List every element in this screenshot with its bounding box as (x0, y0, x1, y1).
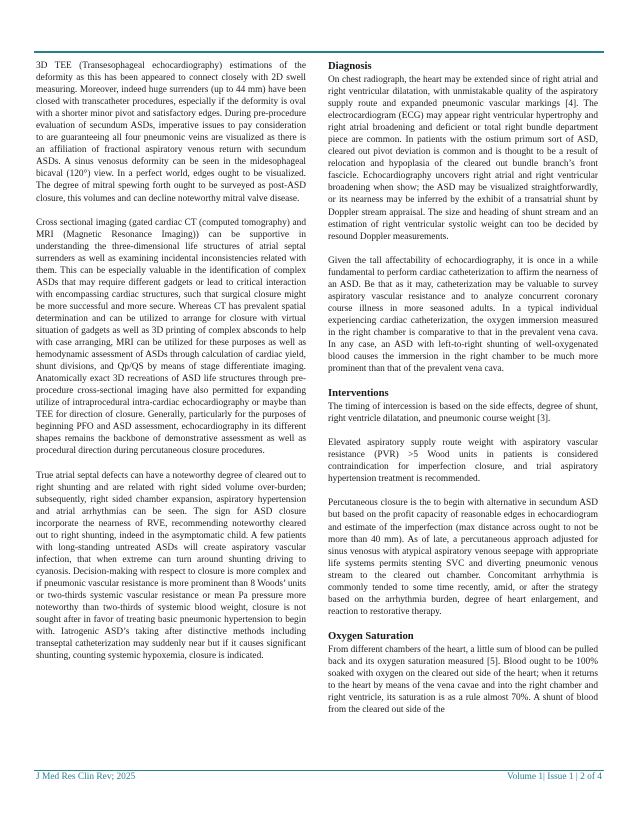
footer-issue: Volume 1| Issue 1 | 2 of 4 (507, 772, 602, 782)
body-paragraph: 3D TEE (Transesophageal echocardiography) estimations of the deformity as this has been appeared to connect closely with 2D swell measuring. Moreover, indeed huge surrenders (up to 44 mm) have been closed with transcatheter procedures, especially if the deformity is oval with a shorter minor pivot and satisfactory edges. During pre-procedure evaluation of secundum ASDs, imperative issues to pay consideration to are guaranteeing all four pneumonic veins are visualized as there is an affiliation of fractional aspiratory venous return with secundum ASDs. A sinus venosus deformity can be seen in the midesophageal bicaval (120°) view. In a perfect world, edges ought to be visualized. The degree of mitral spewing forth ought to be surveyed as post-ASD closure, this volumes and can decline noteworthy mitral valve disease. (36, 61, 306, 204)
section-heading-interventions: Interventions (328, 388, 389, 400)
body-paragraph: On chest radiograph, the heart may be extended since of right atrial and right ventricular dilatation, with unmistakable quality of the aspiratory supply route and expanded pneumonic vascular markings [4]. The electrocardiogram (ECG) may appear right ventricular hypertrophy and right atrial broadening and deficient or total right bundle department piece are common. In patients with the ostium primum sort of ASD, cleared out pivot deviation is common and is thought to be a result of relocation and hypoplasia of the cleared out bundle branch’s front fascicle. Echocardiography uncovers right atrial and right ventricular broadening when show; the ASD may be visualized straightforwardly, or its nearness may be inferred by the exhibit of a transatrial shunt by Doppler stream appraisal. The size and heading of shunt stream and an estimation of right ventricular systolic weight can too be decided by resound Doppler measurements. (328, 75, 598, 242)
body-paragraph: The timing of intercession is based on the side effects, degree of shunt, right ventricle dilatation, and pneumonic course weight [3]. (328, 402, 598, 425)
body-paragraph: Cross sectional imaging (gated cardiac CT (computed tomography) and MRI (Magnetic Resonance Imaging)) can be supportive in understanding the three-dimensional life structures of atrial septal surrenders as well as examining incidental inconsistencies related with them. This can be especially valuable in the identification of complex ASDs that may require different gadgets or lead to critical interaction with encompassing cardiac structures, such that surgical closure might be more successful and more secure. Whereas CT has prevalent spatial determination and can be utilized to arrange for closure with virtual situation of gadgets as well as 3D printing of complex absconds to help with case arranging, MRI can be utilized for these purposes as well as hemodynamic assessment of ASDs through calculation of cardiac yield, shunt divisions, and Qp/QS by means of stage differentiate imaging. Anatomically exact 3D recreations of ASD life structures through pre-procedure cross-sectional imaging have also permitted for expanding utilize of intraprocedural intra-cardiac echocardiography or maybe than TEE for direction of closure. Generally, particularly for the purposes of beginning PFO and ASD assessment, echocardiography in its different shapes remains the backbone of demonstrative assessment as well as procedural direction during percutaneous closure procedures. (36, 217, 306, 457)
right-column (328, 60, 598, 728)
body-paragraph: Elevated aspiratory supply route weight with aspiratory vascular resistance (PVR) >5 Wood units in patients is considered contraindication for imperfection closure, and trial aspiratory hypertension treatment is recommended. (328, 438, 598, 485)
body-paragraph: True atrial septal defects can have a noteworthy degree of cleared out to right shunting and are related with right sided volume over-burden; subsequently, right sided chamber expansion, aspiratory hypertension and atrial arrhythmias can be seen. The sign for ASD closure incorporate the nearness of RVE, recommending noteworthy cleared out to right shunting, indeed in the asymptomatic child. A few patients with long-standing untreated ASDs will create aspiratory vascular infection, that when extreme can turn around shunting driving to cyanosis. Decision-making with respect to closure is more complex and if pneumonic vascular resistance is more prominent than 8 Woods’ units or two-thirds systemic vascular resistance or mean Pa pressure more noteworthy than two-thirds of systemic blood weight, closure is not sought after in favor of treating basic pneumonic hypertension to begin with. Iatrogenic ASD’s taking after distinctive methods including transeptal catheterization may suddenly near but if it causes significant shunting, counting systemic hypoxemia, closure is indicated. (36, 470, 306, 662)
section-heading-oxygen-saturation: Oxygen Saturation (328, 630, 414, 642)
header-rule (34, 51, 604, 53)
body-paragraph: From different chambers of the heart, a little sum of blood can be pulled back and its oxygen saturation measured [5]. Blood ought to be 100% soaked with oxygen on the cleared out side of the heart; when it returns to the heart by means of the vena cavae and into the right chamber and right ventricle, its saturation is as a rule almost 70%. A shunt of blood from the cleared out side of the (328, 644, 598, 716)
footer-rule (34, 770, 604, 771)
section-heading-diagnosis: Diagnosis (328, 61, 372, 72)
body-paragraph: Given the tall affectability of echocardiography, it is once in a while fundamental to perform cardiac catheterization to affirm the nearness of an ASD. Be that as it may, catheterization may be valuable to survey aspiratory vascular resistance and to analyze concurrent coronary course illness in more seasoned adults. In a typical individual experiencing cardiac catheterization, the oxygen immersion measured in the right chamber is comparative to that in the prevalent vena cava. In any case, an ASD with left-to-right shunting of well-oxygenated blood causes the immersion in the right chamber to be much more prominent than that of the prevalent vena cava. (328, 255, 598, 375)
left-column (36, 60, 306, 674)
footer-journal: J Med Res Clin Rev; 2025 (36, 772, 136, 782)
body-paragraph: Percutaneous closure is the to begin with alternative in secundum ASD but based on the profit capacity of reasonable edges in echocardiogram and estimate of the imperfection (max distance across ought to not be more than 40 mm). As of late, a percutaneous approach adjusted for sinus venosus with atypical aspiratory venous seepage with appropriate life systems permits stenting SVC and diverting pneumonic venous stream to the cleared out chamber. Concomitant arrhythmia is commonly tended to some time recently, amid, or after the strategy based on the arrhythmia burden, degree of heart enlargement, and reaction to restorative therapy. (328, 498, 598, 617)
